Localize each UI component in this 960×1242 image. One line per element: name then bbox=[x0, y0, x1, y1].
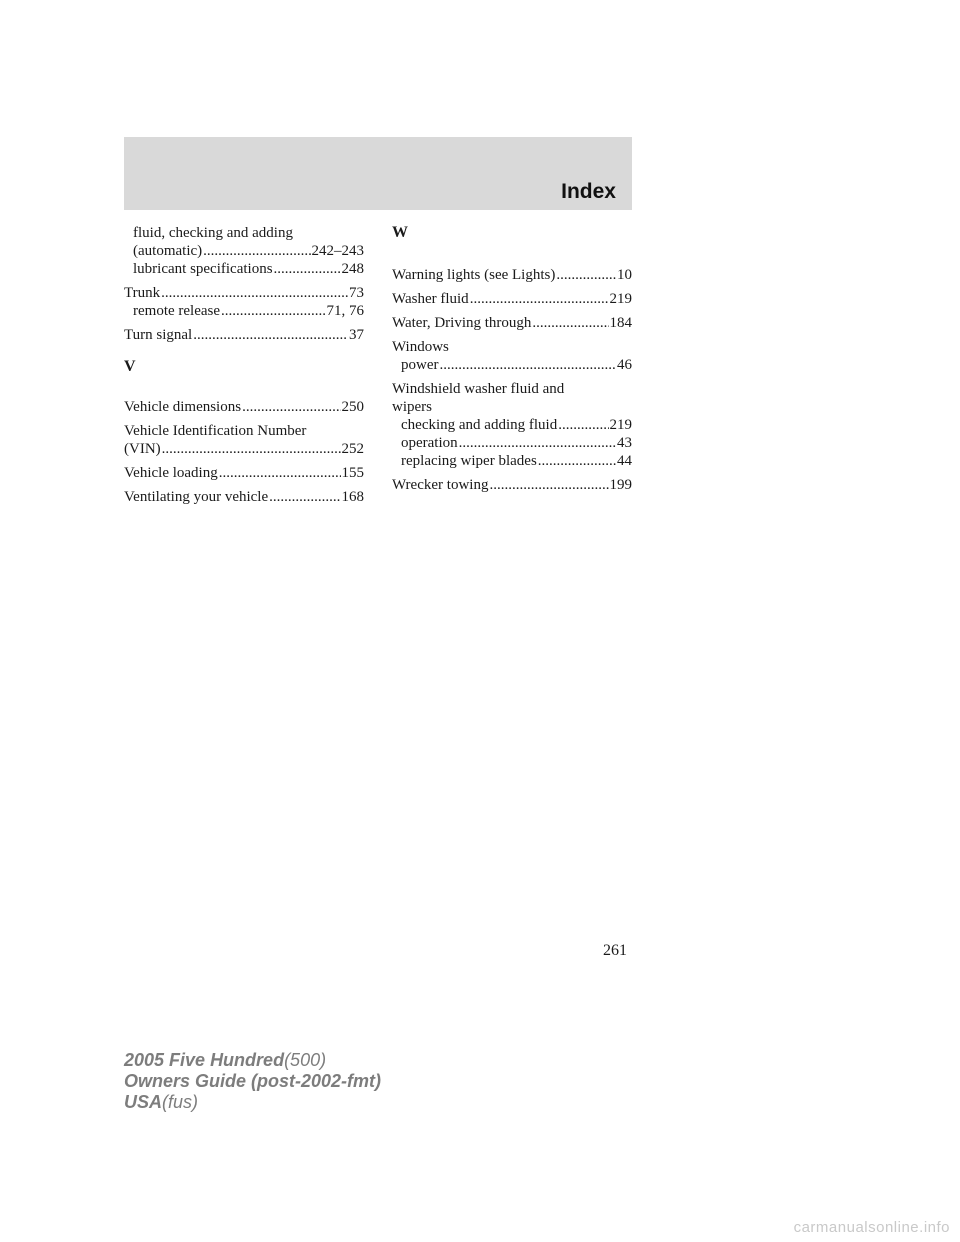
entry-page: 219 bbox=[609, 417, 632, 433]
dot-leader bbox=[558, 416, 608, 434]
entry-line bbox=[124, 284, 364, 302]
entry-page: 252 bbox=[341, 441, 364, 457]
entry-line bbox=[392, 290, 632, 308]
entry-line bbox=[392, 266, 632, 284]
index-entry-water-driving bbox=[392, 314, 632, 332]
index-entry-turn-signal bbox=[124, 326, 364, 344]
dot-leader bbox=[221, 302, 325, 320]
entry-label: (automatic) bbox=[133, 243, 203, 259]
document-footer bbox=[124, 1050, 381, 1113]
footer-line bbox=[124, 1071, 381, 1092]
entry-label: checking and adding fluid bbox=[401, 417, 558, 433]
entry-line bbox=[124, 488, 364, 506]
footer-line bbox=[124, 1050, 381, 1071]
footer-guide: Owners Guide (post-2002-fmt) bbox=[124, 1071, 382, 1091]
dot-leader bbox=[274, 260, 341, 278]
entry-line bbox=[124, 326, 364, 344]
entry-page: 250 bbox=[341, 399, 364, 415]
watermark: carmanualsonline.info bbox=[793, 1219, 950, 1236]
entry-line bbox=[124, 302, 364, 320]
dot-leader bbox=[538, 452, 616, 470]
index-entry-vehicle-dimensions bbox=[124, 398, 364, 416]
entry-label: remote release bbox=[133, 303, 221, 319]
entry-page: 199 bbox=[609, 477, 632, 493]
footer-line bbox=[124, 1092, 381, 1113]
entry-line bbox=[124, 440, 364, 458]
entry-label: lubricant specifications bbox=[133, 261, 273, 277]
letter-heading-v: V bbox=[124, 358, 136, 375]
dot-leader bbox=[161, 284, 348, 302]
dot-leader bbox=[556, 266, 616, 284]
dot-leader bbox=[459, 434, 616, 452]
dot-leader bbox=[269, 488, 340, 506]
page-number: 261 bbox=[603, 942, 627, 959]
entry-label: (VIN) bbox=[124, 441, 161, 457]
entry-page: 10 bbox=[617, 267, 632, 283]
dot-leader bbox=[242, 398, 340, 416]
entry-line bbox=[124, 260, 364, 278]
entry-label: operation bbox=[401, 435, 458, 451]
entry-page: 73 bbox=[349, 285, 364, 301]
entry-line bbox=[392, 434, 632, 452]
index-entry-ventilating bbox=[124, 488, 364, 506]
dot-leader bbox=[489, 476, 608, 494]
entry-page: 71, 76 bbox=[326, 303, 364, 319]
footer-market-code: (fus) bbox=[162, 1092, 199, 1112]
entry-label: Warning lights (see Lights) bbox=[392, 267, 556, 283]
index-column-left bbox=[124, 224, 364, 512]
entry-label: power bbox=[401, 357, 439, 373]
dot-leader bbox=[440, 356, 617, 374]
index-column-right bbox=[392, 224, 632, 500]
entry-page: 46 bbox=[617, 357, 632, 373]
dot-leader bbox=[532, 314, 608, 332]
index-entry-transmission-fluid bbox=[124, 224, 364, 278]
index-entry-wrecker-towing bbox=[392, 476, 632, 494]
entry-line bbox=[124, 464, 364, 482]
index-entry-warning-lights bbox=[392, 266, 632, 284]
entry-label: Vehicle dimensions bbox=[124, 399, 242, 415]
entry-label: Ventilating your vehicle bbox=[124, 489, 269, 505]
entry-line: Windshield washer fluid and bbox=[392, 381, 565, 397]
entry-label: Water, Driving through bbox=[392, 315, 532, 331]
entry-page: 242–243 bbox=[311, 243, 364, 259]
entry-line bbox=[392, 314, 632, 332]
entry-page: 219 bbox=[609, 291, 632, 307]
dot-leader bbox=[203, 242, 310, 260]
entry-label: Vehicle loading bbox=[124, 465, 218, 481]
letter-heading-w: W bbox=[392, 224, 408, 241]
entry-page: 184 bbox=[609, 315, 632, 331]
entry-line: wipers bbox=[392, 399, 432, 415]
entry-line: fluid, checking and adding bbox=[133, 225, 293, 241]
index-entry-vin bbox=[124, 422, 364, 458]
index-entry-vehicle-loading bbox=[124, 464, 364, 482]
index-entry-trunk bbox=[124, 284, 364, 320]
entry-label: replacing wiper blades bbox=[401, 453, 537, 469]
entry-label: Washer fluid bbox=[392, 291, 469, 307]
entry-page: 168 bbox=[341, 489, 364, 505]
entry-line: Windows bbox=[392, 339, 449, 355]
entry-label: Turn signal bbox=[124, 327, 193, 343]
entry-page: 37 bbox=[349, 327, 364, 343]
footer-model-code: (500) bbox=[284, 1050, 327, 1070]
entry-line bbox=[392, 452, 632, 470]
entry-line bbox=[124, 398, 364, 416]
dot-leader bbox=[162, 440, 341, 458]
index-entry-windows bbox=[392, 338, 632, 374]
entry-page: 248 bbox=[341, 261, 364, 277]
entry-page: 43 bbox=[617, 435, 632, 451]
footer-model: 2005 Five Hundred bbox=[124, 1050, 285, 1070]
entry-line: Vehicle Identification Number bbox=[124, 423, 307, 439]
entry-label: Wrecker towing bbox=[392, 477, 489, 493]
entry-label: Trunk bbox=[124, 285, 161, 301]
dot-leader bbox=[219, 464, 341, 482]
entry-page: 44 bbox=[617, 453, 632, 469]
entry-line bbox=[124, 242, 364, 260]
entry-line bbox=[392, 356, 632, 374]
dot-leader bbox=[470, 290, 609, 308]
entry-page: 155 bbox=[341, 465, 364, 481]
index-entry-washer-fluid bbox=[392, 290, 632, 308]
footer-market: USA bbox=[124, 1092, 163, 1112]
entry-line bbox=[392, 476, 632, 494]
section-header-band bbox=[124, 137, 632, 210]
section-title: Index bbox=[561, 180, 616, 203]
index-entry-windshield bbox=[392, 380, 632, 470]
dot-leader bbox=[193, 326, 348, 344]
entry-line bbox=[392, 416, 632, 434]
